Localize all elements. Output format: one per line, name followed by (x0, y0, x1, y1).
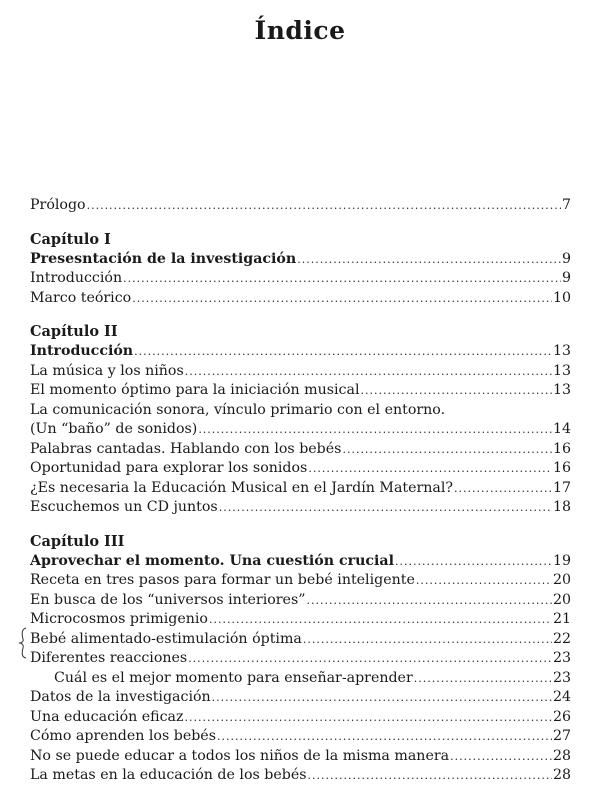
dot-leader (185, 708, 552, 728)
toc-entry (30, 747, 571, 767)
toc-entry-title: Diferentes reacciones (30, 650, 188, 666)
toc-entry (30, 459, 571, 479)
toc-page-number: 17 (552, 479, 571, 496)
dot-leader (217, 727, 552, 747)
toc-entry (30, 269, 571, 289)
table-of-contents (30, 196, 571, 786)
toc-page-number: 24 (552, 689, 571, 705)
page-title: Índice (254, 16, 346, 45)
toc-entry (30, 571, 571, 591)
dot-leader (185, 362, 552, 382)
toc-page-number: 14 (552, 421, 571, 437)
toc-section-heading (30, 342, 571, 362)
toc-page-number: 13 (552, 343, 571, 359)
toc-page-number: 28 (552, 767, 571, 783)
section-gap (30, 216, 571, 230)
toc-entry-title: Microcosmos primigenio (30, 611, 208, 627)
dot-leader (307, 591, 552, 611)
toc-entry-line (30, 401, 571, 421)
dot-leader (209, 610, 552, 630)
dot-leader (87, 196, 561, 216)
dot-leader (123, 269, 561, 289)
dot-leader (395, 552, 552, 572)
toc-entry (30, 649, 571, 669)
toc-entry-title: (Un “baño” de sonidos) (30, 421, 198, 437)
dot-leader (303, 630, 552, 650)
toc-entry-title: Oportunidad para explorar los sonidos (30, 460, 308, 476)
dot-leader (132, 289, 552, 309)
dot-leader (416, 571, 552, 591)
dot-leader (198, 420, 552, 440)
toc-page-number: 16 (552, 440, 571, 457)
dot-leader (454, 479, 552, 499)
toc-page-number: 23 (552, 669, 571, 686)
toc-section-heading (30, 552, 571, 572)
toc-entry-title: Escuchemos un CD juntos (30, 499, 218, 515)
dot-leader (297, 250, 561, 270)
toc-entry-title: En busca de los “universos interiores” (30, 591, 306, 608)
toc-entry-title: No se puede educar a todos los niños de la misma manera (30, 747, 450, 764)
toc-page-number: 22 (552, 630, 571, 647)
toc-entry-title: Bebé alimentado-estimulación óptima (30, 630, 302, 647)
toc-page-number: 9 (561, 270, 571, 286)
handwritten-bracket-mark (18, 627, 28, 659)
toc-entry (30, 727, 571, 747)
toc-entry (30, 766, 571, 786)
dot-leader (360, 381, 551, 401)
toc-entry (30, 688, 571, 708)
toc-page-number: 26 (552, 708, 571, 725)
toc-entry-title: Palabras cantadas. Hablando con los bebés (30, 440, 342, 457)
toc-entry (30, 440, 571, 460)
chapter-heading: Capítulo I (30, 230, 111, 248)
toc-entry (30, 196, 571, 216)
section-gap (30, 308, 571, 322)
dot-leader (219, 498, 552, 518)
toc-entry-title: ¿Es necesaria la Educación Musical en el Jardín Maternal? (30, 479, 454, 496)
toc-page-number: 28 (552, 747, 571, 764)
chapter-heading: Capítulo III (30, 532, 125, 550)
toc-entry (30, 381, 571, 401)
toc-entry (30, 289, 571, 309)
toc-entry-title: La metas en la educación de los bebés (30, 767, 307, 783)
toc-entry-title: La música y los niños (30, 362, 184, 379)
toc-entry-title: Datos de la investigación (30, 689, 211, 705)
toc-entry (30, 708, 571, 728)
toc-page-number: 10 (552, 289, 571, 306)
toc-entry-title: Introducción (30, 343, 134, 359)
toc-page-number: 13 (552, 382, 571, 398)
toc-page-number: 20 (552, 591, 571, 608)
toc-entry-title: Marco teórico (30, 289, 132, 306)
toc-entry-title: Presesntación de la investigación (30, 250, 297, 267)
toc-page-number: 19 (552, 552, 571, 569)
toc-page-number: 18 (552, 499, 571, 515)
dot-leader (308, 459, 552, 479)
dot-leader (450, 747, 552, 767)
toc-page-number: 13 (552, 362, 571, 379)
toc-entry (30, 630, 571, 650)
dot-leader (342, 440, 551, 460)
toc-page-number: 27 (552, 728, 571, 744)
toc-entry-title: El momento óptimo para la iniciación musical (30, 382, 360, 398)
toc-entry-title: Introducción (30, 270, 123, 286)
toc-page-number: 7 (561, 197, 571, 213)
toc-entry (30, 610, 571, 630)
toc-entry (30, 498, 571, 518)
dot-leader (134, 342, 552, 362)
chapter-heading: Capítulo II (30, 323, 118, 340)
section-gap (30, 518, 571, 532)
toc-page-number: 23 (552, 650, 571, 666)
toc-entry-title: La comunicación sonora, vínculo primario con el entorno. (30, 401, 446, 418)
toc-page-number: 20 (552, 572, 571, 588)
toc-entry-title: Receta en tres pasos para formar un bebé inteligente (30, 572, 415, 588)
toc-entry (30, 420, 571, 440)
toc-page-number: 16 (552, 460, 571, 476)
dot-leader (188, 649, 552, 669)
dot-leader (308, 766, 552, 786)
toc-entry (30, 591, 571, 611)
toc-entry-title: Aprovechar el momento. Una cuestión crucial (30, 552, 395, 569)
toc-entry-title: Cómo aprenden los bebés (30, 728, 216, 744)
toc-section-heading (30, 250, 571, 270)
toc-entry (30, 669, 571, 689)
toc-entry (30, 479, 571, 499)
toc-entry-title: Cuál es el mejor momento para enseñar-aprender (54, 669, 413, 686)
toc-entry-title: Una educación eficaz (30, 708, 184, 725)
toc-entry (30, 362, 571, 382)
dot-leader (414, 669, 552, 689)
toc-page-number: 21 (552, 611, 571, 627)
dot-leader (212, 688, 552, 708)
toc-page-number: 9 (561, 250, 571, 267)
toc-entry-title: Prólogo (30, 197, 86, 213)
